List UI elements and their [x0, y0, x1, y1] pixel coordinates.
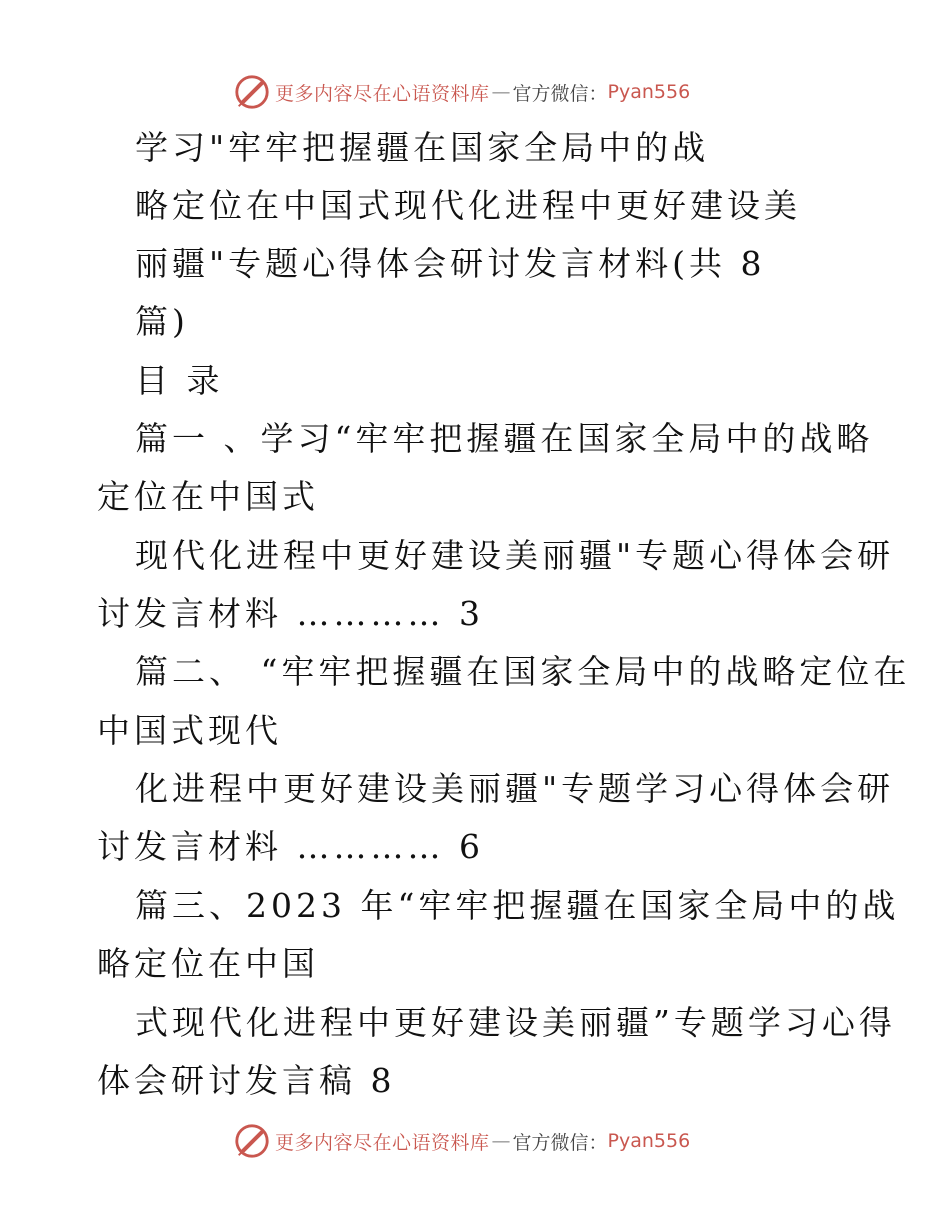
watermark-text: 更多内容尽在心语资料库: [275, 82, 490, 105]
title-line-3: 丽疆"专题心得体会研讨发言材料(共 8: [135, 244, 766, 283]
watermark-contact-label: 官方微信：: [512, 1131, 608, 1154]
watermark-dash: —: [491, 1130, 511, 1152]
toc-item-2-line-4: 讨发言材料 ………… 6: [97, 827, 484, 866]
watermark-wechat-id: Pyan556: [607, 81, 691, 103]
toc-item-2-line-3: 化进程中更好建设美丽疆"专题学习心得体会研: [135, 769, 895, 808]
title-line-4: 篇): [135, 302, 189, 341]
toc-heading: 目 录: [135, 361, 224, 400]
toc-item-3-line-2: 略定位在中国: [97, 944, 319, 983]
toc-item-1-line-4: 讨发言材料 ………… 3: [97, 594, 484, 633]
toc-item-1-line-3: 现代化进程中更好建设美丽疆"专题心得体会研: [135, 536, 895, 575]
toc-item-1-line-1: 篇一 、学习“牢牢把握疆在国家全局中的战略: [135, 419, 874, 458]
title-line-1: 学习"牢牢把握疆在国家全局中的战: [135, 128, 710, 167]
watermark-dash: —: [491, 81, 511, 103]
toc-item-2-line-2: 中国式现代: [97, 711, 282, 750]
quill-logo-icon: [233, 1122, 271, 1160]
watermark-text: 更多内容尽在心语资料库: [275, 1131, 490, 1154]
watermark-header: [233, 72, 690, 112]
toc-item-3-line-1: 篇三、2023 年“牢牢把握疆在国家全局中的战: [135, 886, 900, 925]
watermark-contact-label: 官方微信：: [512, 82, 608, 105]
toc-item-3-line-4: 体会研讨发言稿 8: [97, 1061, 396, 1100]
title-line-2: 略定位在中国式现代化进程中更好建设美: [135, 186, 801, 225]
toc-item-1-line-2: 定位在中国式: [97, 477, 319, 516]
watermark-footer: [233, 1121, 690, 1161]
toc-item-3-line-3: 式现代化进程中更好建设美丽疆”专题学习心得: [135, 1003, 896, 1042]
toc-item-2-line-1: 篇二、 “牢牢把握疆在国家全局中的战略定位在: [135, 652, 911, 691]
quill-logo-icon: [233, 73, 271, 111]
watermark-wechat-id: Pyan556: [607, 1130, 691, 1152]
